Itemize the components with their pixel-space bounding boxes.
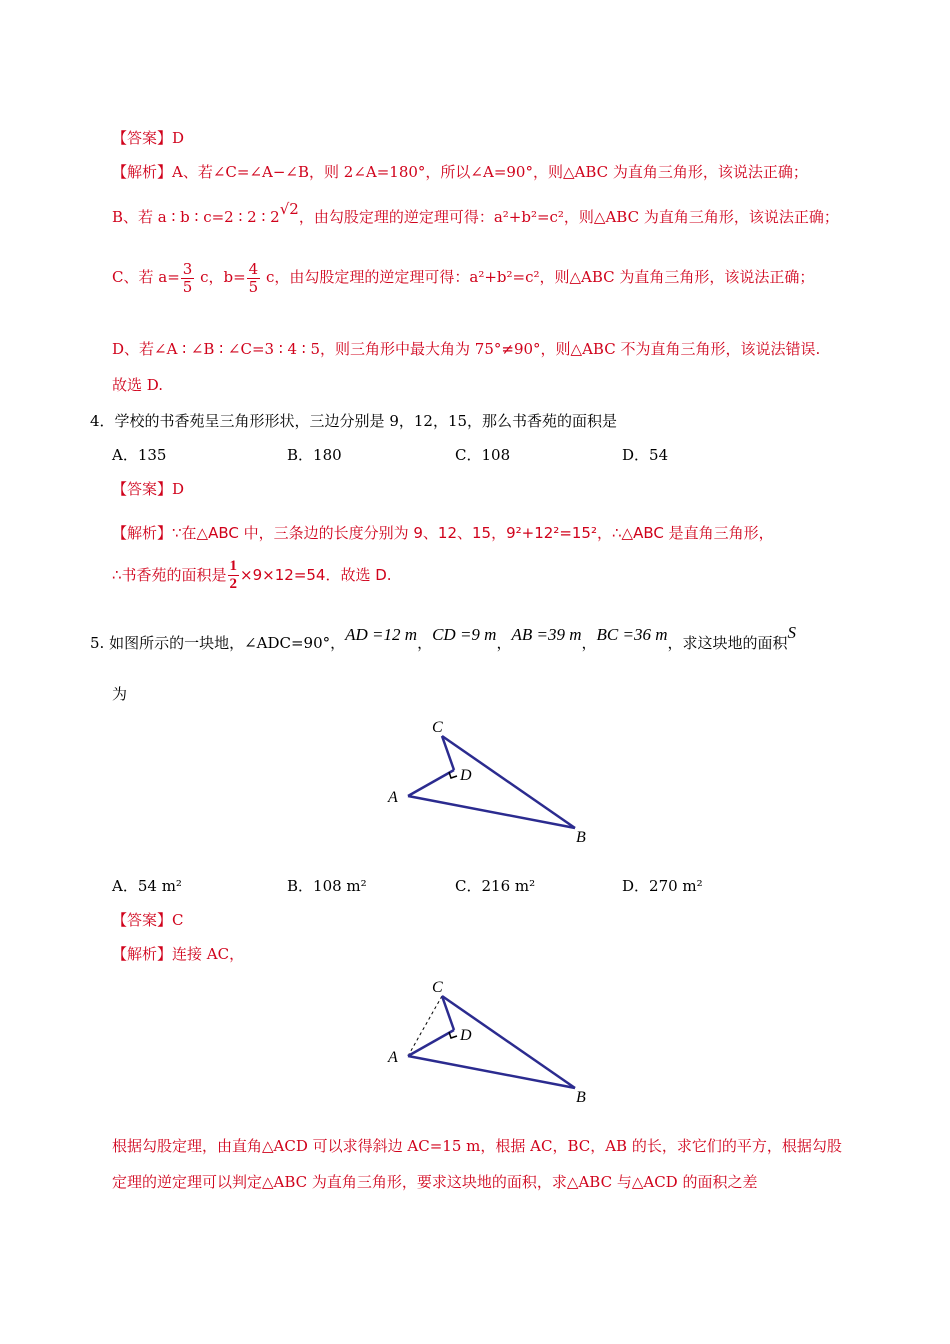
- q3-c-mid: c，b=: [195, 268, 246, 286]
- q4-analysis-1: 【解析】∵在△ABC 中，三条边的长度分别为 9、12、15，9²+12²=15²，∴△ABC 是直角三角形，: [112, 524, 774, 542]
- fig2-label-d: D: [460, 1027, 472, 1044]
- q5-option-b: B．108 m²: [287, 877, 367, 895]
- q5-stem-pre: 5. 如图所示的一块地，∠ADC=90°，: [90, 634, 346, 652]
- fig2-label-a: A: [388, 1049, 398, 1066]
- q3-b-sqrt: √2: [279, 200, 299, 218]
- q5-stem-s: S: [787, 623, 797, 642]
- q3-c-pre: C、若 a=: [112, 268, 180, 286]
- q4-analysis-2-pre: ∴书香苑的面积是: [112, 566, 227, 584]
- q5-stem-end: 为: [112, 685, 128, 703]
- q5-stem: 5. 如图所示的一块地，∠ADC=90°，AD =12 m，CD =9 m，AB =39 m，BC =36 m，求这块地的面积S: [90, 623, 797, 652]
- q3-b-post: ，由勾股定理的逆定理可得：a²+b²=c²，则△ABC 为直角三角形，该说法正确；: [298, 208, 839, 226]
- fig2-label-c: C: [432, 979, 443, 996]
- q4-option-c: C．108: [455, 446, 511, 464]
- q3-b-pre: B、若 a ∶ b ∶ c=2 ∶ 2 ∶ 2: [112, 208, 280, 226]
- q3-analysis-a: 【解析】A、若∠C=∠A−∠B，则 2∠A=180°，所以∠A=90°，则△ABC 为直角三角形，该说法正确；: [112, 163, 808, 181]
- q5-stem-post: ，求这块地的面积: [667, 634, 788, 652]
- q5-measure-ad: AD =12 m: [345, 625, 418, 644]
- q5-figure-2: [380, 972, 600, 1112]
- q4-stem: 4．学校的书香苑呈三角形形状，三边分别是 9，12，15，那么书香苑的面积是: [90, 412, 618, 430]
- q3-answer: 【答案】D: [112, 129, 185, 147]
- q4-option-a: A．135: [112, 446, 167, 464]
- fig1-label-b: B: [576, 829, 586, 846]
- q5-figure-1: [380, 712, 600, 852]
- q5-option-d: D．270 m²: [622, 877, 703, 895]
- q4-option-d: D．54: [622, 446, 669, 464]
- q5-answer: 【答案】C: [112, 911, 184, 929]
- q3-c-post: c，由勾股定理的逆定理可得：a²+b²=c²，则△ABC 为直角三角形，该说法正确；: [261, 268, 815, 286]
- q5-analysis-label: 【解析】连接 AC，: [112, 945, 245, 963]
- q5-option-c: C．216 m²: [455, 877, 536, 895]
- q3-c-fraction-1: $\frac{3}{5}$: [182, 259, 193, 296]
- q5-measure-bc: BC =36 m: [596, 625, 668, 644]
- fig1-side-ad: [408, 770, 454, 796]
- fig1-label-c: C: [432, 719, 443, 736]
- q3-analysis-c: [112, 258, 814, 296]
- q3-analysis-e: 故选 D.: [112, 376, 164, 394]
- q4-option-b: B．180: [287, 446, 342, 464]
- q5-measure-cd: CD =9 m: [432, 625, 497, 644]
- q5-analysis-1: 根据勾股定理，由直角△ACD 可以求得斜边 AC=15 m，根据 AC，BC，AB 的长，求它们的平方，根据勾股: [112, 1137, 842, 1155]
- q3-analysis-d: D、若∠A ∶ ∠B ∶ ∠C=3 ∶ 4 ∶ 5，则三角形中最大角为 75°≠90°，则△ABC 不为直角三角形，该说法错误.: [112, 340, 821, 358]
- q3-analysis-b: [112, 200, 839, 227]
- q5-option-a: A．54 m²: [112, 877, 182, 895]
- fig2-label-b: B: [576, 1089, 586, 1106]
- fig1-label-d: D: [460, 767, 472, 784]
- q3-c-fraction-2: $\frac{4}{5}$: [248, 259, 259, 296]
- q4-analysis-2-post: ×9×12=54．故选 D.: [240, 566, 392, 584]
- q4-analysis-2: [112, 556, 392, 594]
- q4-fraction: $\frac{1}{2}$: [229, 558, 238, 592]
- q5-measure-ab: AB =39 m: [511, 625, 582, 644]
- fig1-label-a: A: [388, 789, 398, 806]
- q4-answer: 【答案】D: [112, 480, 185, 498]
- q5-analysis-2: 定理的逆定理可以判定△ABC 为直角三角形，要求这块地的面积，求△ABC 与△ACD 的面积之差: [112, 1173, 758, 1191]
